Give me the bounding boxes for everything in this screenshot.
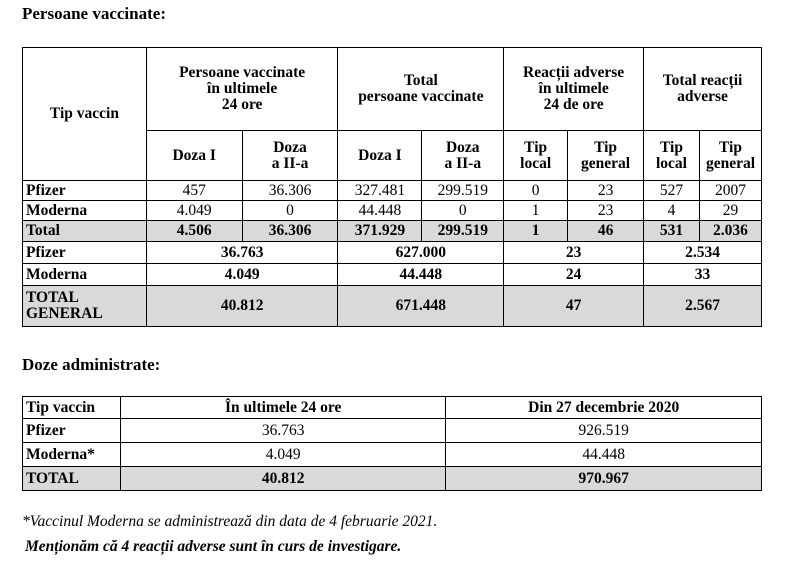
table-row (23, 201, 762, 221)
cell: 23 (568, 181, 644, 201)
cell: 36.763 (146, 242, 338, 264)
subheader-tip-local-24h: Tip local (504, 131, 568, 181)
header-total-vaccinated: Total persoane vaccinate (338, 48, 504, 131)
cell: 47 (504, 286, 644, 327)
table-row-total (23, 221, 762, 242)
cell: 0 (504, 181, 568, 201)
header-tip-vaccin: Tip vaccin (23, 397, 121, 419)
cell: 44.448 (446, 443, 762, 467)
table-row (23, 264, 762, 286)
row-label-total-general: TOTAL GENERAL (23, 286, 147, 327)
cell: 627.000 (338, 242, 504, 264)
cell: 44.448 (338, 201, 422, 221)
cell: 970.967 (446, 467, 762, 491)
cell: 4.049 (120, 443, 445, 467)
cell: 40.812 (146, 286, 338, 327)
cell: 23 (504, 242, 644, 264)
cell: 2.036 (699, 221, 761, 242)
header-since-27-dec: Din 27 decembrie 2020 (446, 397, 762, 419)
section-title-persoane-vaccinate: Persoane vaccinate: (22, 4, 166, 23)
table-row (23, 242, 762, 264)
cell: 44.448 (338, 264, 504, 286)
cell: 1 (504, 221, 568, 242)
cell: 36.763 (120, 419, 445, 443)
row-label-moderna: Moderna (23, 264, 147, 286)
row-label-total: Total (23, 221, 147, 242)
table-header-row (23, 397, 762, 419)
table-row (23, 181, 762, 201)
cell: 671.448 (338, 286, 504, 327)
subheader-doza2: Doza a II-a (242, 131, 338, 181)
cell: 0 (242, 201, 338, 221)
cell: 36.306 (242, 181, 338, 201)
vaccinated-persons-table (22, 47, 762, 327)
subheader-tip-general-24h: Tip general (568, 131, 644, 181)
cell: 531 (644, 221, 700, 242)
cell: 24 (504, 264, 644, 286)
note-adverse-investigation: Menționăm că 4 reacții adverse sunt în curs de investigare. (25, 538, 402, 555)
header-vaccinated-24h: Persoane vaccinate în ultimele 24 ore (146, 48, 338, 131)
cell: 0 (422, 201, 504, 221)
cell: 23 (568, 201, 644, 221)
row-label-moderna: Moderna* (23, 443, 121, 467)
subheader-tip-local-total: Tip local (644, 131, 700, 181)
subheader-total-doza1: Doza I (338, 131, 422, 181)
cell: 926.519 (446, 419, 762, 443)
table-row (23, 419, 762, 443)
cell: 371.929 (338, 221, 422, 242)
cell: 527 (644, 181, 700, 201)
table-row (23, 443, 762, 467)
subheader-total-doza2: Doza a II-a (422, 131, 504, 181)
cell: 4.049 (146, 264, 338, 286)
cell: 4 (644, 201, 700, 221)
cell: 40.812 (120, 467, 445, 491)
cell: 2.534 (644, 242, 762, 264)
footnote-moderna: *Vaccinul Moderna se administrează din data de 4 februarie 2021. (22, 513, 438, 530)
row-label-pfizer: Pfizer (23, 181, 147, 201)
doses-administered-table (22, 396, 762, 491)
row-label-total: TOTAL (23, 467, 121, 491)
row-label-moderna: Moderna (23, 201, 147, 221)
table-row-total (23, 467, 762, 491)
row-label-pfizer: Pfizer (23, 419, 121, 443)
cell: 36.306 (242, 221, 338, 242)
cell: 457 (146, 181, 242, 201)
cell: 33 (644, 264, 762, 286)
cell: 4.506 (146, 221, 242, 242)
cell: 46 (568, 221, 644, 242)
cell: 1 (504, 201, 568, 221)
header-total-adverse: Total reacții adverse (644, 48, 762, 131)
cell: 29 (699, 201, 761, 221)
header-last-24h: În ultimele 24 ore (120, 397, 445, 419)
section-title-doze-administrate: Doze administrate: (22, 355, 161, 374)
subheader-tip-general-total: Tip general (699, 131, 761, 181)
cell: 327.481 (338, 181, 422, 201)
cell: 2007 (699, 181, 761, 201)
subheader-doza1: Doza I (146, 131, 242, 181)
header-adverse-24h: Reacții adverse în ultimele 24 de ore (504, 48, 644, 131)
cell: 299.519 (422, 181, 504, 201)
cell: 4.049 (146, 201, 242, 221)
cell: 299.519 (422, 221, 504, 242)
row-label-pfizer: Pfizer (23, 242, 147, 264)
header-tip-vaccin: Tip vaccin (23, 48, 147, 181)
table-row-total-general (23, 286, 762, 327)
cell: 2.567 (644, 286, 762, 327)
